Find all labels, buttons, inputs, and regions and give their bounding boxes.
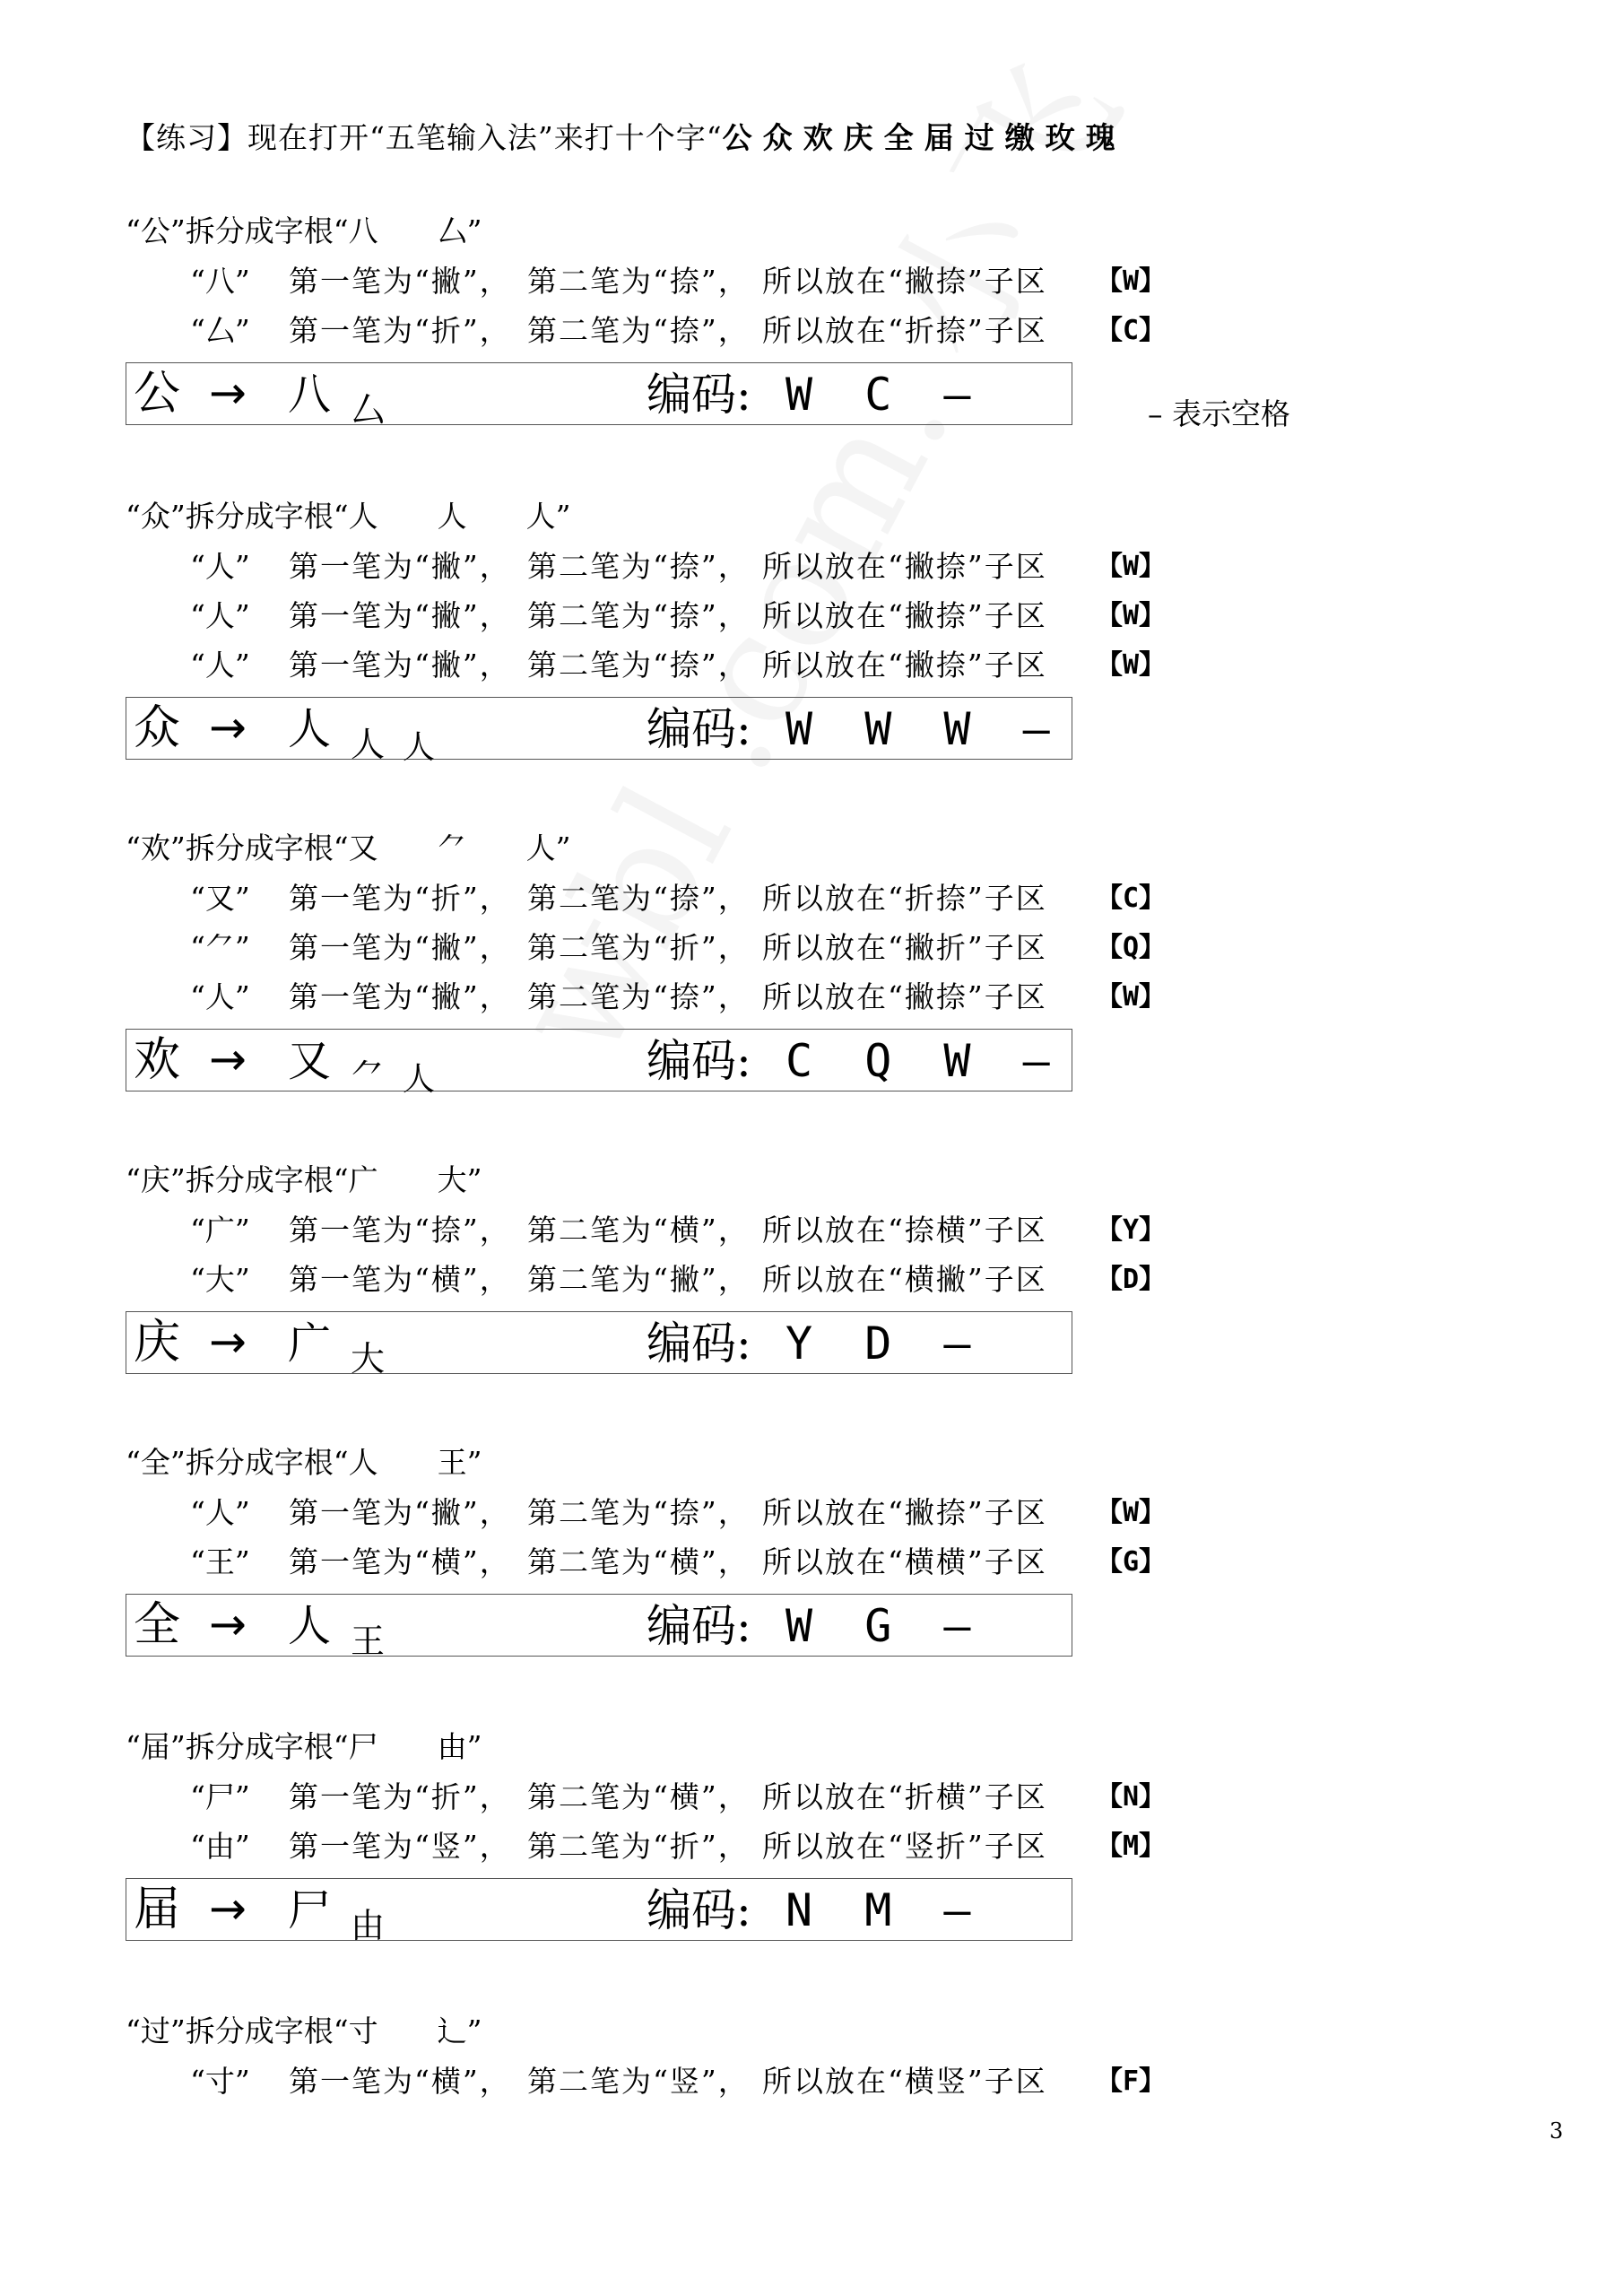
root-row — [126, 1255, 1471, 1304]
root-row — [126, 923, 1471, 972]
key-label: 【W】 — [1096, 551, 1167, 582]
second-stroke: 第二笔为“捺”， — [527, 881, 750, 916]
section-heading: “全”拆分成字根“人 王” — [126, 1445, 482, 1480]
code-box — [126, 1311, 1072, 1378]
root-part: 八 — [288, 370, 332, 420]
root-char: “寸” — [190, 2064, 250, 2099]
root-char: “王” — [190, 1544, 250, 1579]
code-label: 编码: — [647, 1884, 751, 1936]
first-stroke: 第一笔为“撇”， — [289, 549, 511, 584]
root-char: “人” — [190, 549, 250, 584]
second-stroke: 第二笔为“捺”， — [527, 598, 750, 633]
root-row — [126, 1772, 1471, 1822]
zone-text: 所以放在“撇捺”子区 — [762, 648, 1047, 683]
root-row — [126, 1537, 1471, 1587]
second-stroke: 第二笔为“捺”， — [527, 979, 750, 1014]
arrow-icon: → — [209, 367, 247, 419]
code-value: C Q W – — [785, 1035, 1063, 1087]
first-stroke: 第一笔为“折”， — [289, 1779, 511, 1814]
root-char: “人” — [190, 648, 250, 683]
root-row — [126, 542, 1471, 591]
section-block — [126, 1722, 1471, 1945]
second-stroke: 第二笔为“折”， — [527, 930, 750, 965]
root-char: “⺈” — [190, 930, 250, 965]
section-block — [126, 2006, 1471, 2106]
root-row — [126, 2057, 1471, 2106]
root-row — [126, 591, 1471, 640]
section-heading: “过”拆分成字根“寸 辶” — [126, 2013, 482, 2048]
root-char: “人” — [190, 979, 250, 1014]
root-char: “八” — [190, 264, 250, 299]
root-char: “人” — [190, 1495, 250, 1530]
zone-text: 所以放在“折横”子区 — [762, 1779, 1047, 1814]
second-stroke: 第二笔为“捺”， — [527, 264, 750, 299]
target-char: 众 — [134, 701, 181, 755]
exercise-title — [126, 115, 1126, 157]
code-label: 编码: — [647, 1318, 751, 1370]
code-value: W C – — [785, 369, 984, 421]
key-label: 【Y】 — [1096, 1214, 1167, 1246]
key-label: 【W】 — [1096, 600, 1167, 631]
root-parts — [288, 1318, 386, 1378]
root-row — [126, 1205, 1471, 1255]
code-value: N M – — [785, 1884, 984, 1936]
zone-text: 所以放在“折捺”子区 — [762, 313, 1047, 348]
key-label: 【C】 — [1096, 315, 1167, 346]
target-char: 公 — [134, 367, 181, 421]
root-part: 人 — [288, 1601, 332, 1651]
code-label: 编码: — [647, 703, 751, 755]
root-part: 人 — [351, 725, 386, 764]
section-block — [126, 823, 1471, 1098]
key-label: 【W】 — [1096, 1497, 1167, 1528]
section-heading: “众”拆分成字根“人 人 人” — [126, 499, 571, 534]
zone-text: 所以放在“横横”子区 — [762, 1544, 1047, 1579]
first-stroke: 第一笔为“撇”， — [289, 979, 511, 1014]
first-stroke: 第一笔为“横”， — [289, 1544, 511, 1579]
root-row — [126, 257, 1471, 306]
second-stroke: 第二笔为“横”， — [527, 1779, 750, 1814]
target-char: 庆 — [134, 1316, 181, 1370]
code-label: 编码: — [647, 369, 751, 421]
arrow-icon: → — [209, 1883, 247, 1935]
root-row — [126, 306, 1471, 355]
section-block — [126, 1438, 1471, 1661]
code-box — [126, 697, 1072, 766]
code-label: 编码: — [647, 1035, 751, 1087]
second-stroke: 第二笔为“捺”， — [527, 648, 750, 683]
code-value: Y D – — [785, 1318, 984, 1370]
first-stroke: 第一笔为“撇”， — [289, 598, 511, 633]
key-label: 【W】 — [1096, 981, 1167, 1013]
code-box — [126, 1029, 1072, 1098]
arrow-icon: → — [209, 1033, 247, 1085]
key-label: 【G】 — [1096, 1546, 1167, 1578]
first-stroke: 第一笔为“捺”， — [289, 1213, 511, 1248]
second-stroke: 第二笔为“捺”， — [527, 313, 750, 348]
root-char: “由” — [190, 1829, 250, 1864]
target-char: 届 — [134, 1883, 181, 1936]
root-parts — [288, 369, 386, 430]
root-part: 人 — [403, 729, 436, 766]
zone-text: 所以放在“竖折”子区 — [762, 1829, 1047, 1864]
key-label: 【C】 — [1096, 883, 1167, 914]
root-part: ⺈ — [351, 1057, 386, 1096]
second-stroke: 第二笔为“捺”， — [527, 1495, 750, 1530]
root-parts — [288, 1035, 436, 1098]
arrow-icon: → — [209, 701, 247, 753]
key-label: 【W】 — [1096, 649, 1167, 681]
target-char: 全 — [134, 1598, 181, 1652]
root-parts — [288, 1884, 386, 1945]
zone-text: 所以放在“撇捺”子区 — [762, 549, 1047, 584]
first-stroke: 第一笔为“横”， — [289, 2064, 511, 2099]
arrow-icon: → — [209, 1598, 247, 1650]
root-part: 王 — [351, 1622, 386, 1661]
root-part: 人 — [288, 704, 332, 754]
zone-text: 所以放在“撇捺”子区 — [762, 264, 1047, 299]
code-value: W W W – — [785, 703, 1063, 755]
first-stroke: 第一笔为“撇”， — [289, 1495, 511, 1530]
zone-text: 所以放在“捺横”子区 — [762, 1213, 1047, 1248]
code-box — [126, 1878, 1072, 1945]
first-stroke: 第一笔为“撇”， — [289, 648, 511, 683]
key-label: 【F】 — [1096, 2066, 1167, 2097]
second-stroke: 第二笔为“横”， — [527, 1213, 750, 1248]
page-number: 3 — [1549, 2118, 1564, 2144]
zone-text: 所以放在“横竖”子区 — [762, 2064, 1047, 2099]
exercise-title-chars: 公众欢庆全届过缴玫瑰 — [722, 120, 1126, 155]
root-part: 大 — [351, 1339, 386, 1378]
root-parts — [288, 1600, 386, 1661]
code-value: W G – — [785, 1600, 984, 1652]
second-stroke: 第二笔为“竖”， — [527, 2064, 750, 2099]
first-stroke: 第一笔为“竖”， — [289, 1829, 511, 1864]
root-part: 人 — [403, 1061, 436, 1098]
key-label: 【M】 — [1096, 1831, 1167, 1862]
section-heading: “欢”拆分成字根“又 ⺈ 人” — [126, 831, 571, 865]
root-row — [126, 1822, 1471, 1871]
second-stroke: 第二笔为“捺”， — [527, 549, 750, 584]
root-row — [126, 640, 1471, 690]
root-parts — [288, 703, 436, 766]
root-part: 又 — [288, 1036, 332, 1086]
key-label: 【Q】 — [1096, 932, 1167, 963]
root-char: “又” — [190, 881, 250, 916]
key-label: 【N】 — [1096, 1781, 1167, 1813]
section-block — [126, 206, 1471, 430]
section-block — [126, 491, 1471, 766]
root-row — [126, 972, 1471, 1022]
second-stroke: 第二笔为“折”， — [527, 1829, 750, 1864]
zone-text: 所以放在“撇捺”子区 — [762, 979, 1047, 1014]
code-box — [126, 1594, 1072, 1661]
root-char: “人” — [190, 598, 250, 633]
target-char: 欢 — [134, 1033, 181, 1087]
first-stroke: 第一笔为“撇”， — [289, 930, 511, 965]
root-part: 广 — [288, 1318, 332, 1369]
root-part: 尸 — [288, 1885, 332, 1935]
root-part: 厶 — [351, 390, 386, 430]
zone-text: 所以放在“撇折”子区 — [762, 930, 1047, 965]
zone-text: 所以放在“折捺”子区 — [762, 881, 1047, 916]
first-stroke: 第一笔为“撇”， — [289, 264, 511, 299]
zone-text: 所以放在“横撇”子区 — [762, 1262, 1047, 1297]
section-heading: “届”拆分成字根“尸 由” — [126, 1729, 482, 1764]
first-stroke: 第一笔为“折”， — [289, 313, 511, 348]
key-label: 【D】 — [1096, 1264, 1167, 1295]
section-heading: “公”拆分成字根“八 厶” — [126, 213, 482, 248]
root-char: “厶” — [190, 313, 250, 348]
exercise-title-prefix: 【练习】现在打开“五笔输入法”来打十个字“ — [126, 120, 723, 155]
arrow-icon: → — [209, 1316, 247, 1368]
section-heading: “庆”拆分成字根“广 大” — [126, 1162, 482, 1197]
root-part: 由 — [351, 1906, 386, 1945]
root-char: “大” — [190, 1262, 250, 1297]
section-block — [126, 1155, 1471, 1378]
space-note: – 表示空格 — [1148, 396, 1290, 431]
root-row — [126, 874, 1471, 923]
second-stroke: 第二笔为“撇”， — [527, 1262, 750, 1297]
root-char: “广” — [190, 1213, 250, 1248]
root-row — [126, 1488, 1471, 1537]
second-stroke: 第二笔为“横”， — [527, 1544, 750, 1579]
first-stroke: 第一笔为“横”， — [289, 1262, 511, 1297]
first-stroke: 第一笔为“折”， — [289, 881, 511, 916]
zone-text: 所以放在“撇捺”子区 — [762, 1495, 1047, 1530]
zone-text: 所以放在“撇捺”子区 — [762, 598, 1047, 633]
code-box — [126, 362, 1072, 430]
root-char: “尸” — [190, 1779, 250, 1814]
code-label: 编码: — [647, 1600, 751, 1652]
key-label: 【W】 — [1096, 265, 1167, 297]
